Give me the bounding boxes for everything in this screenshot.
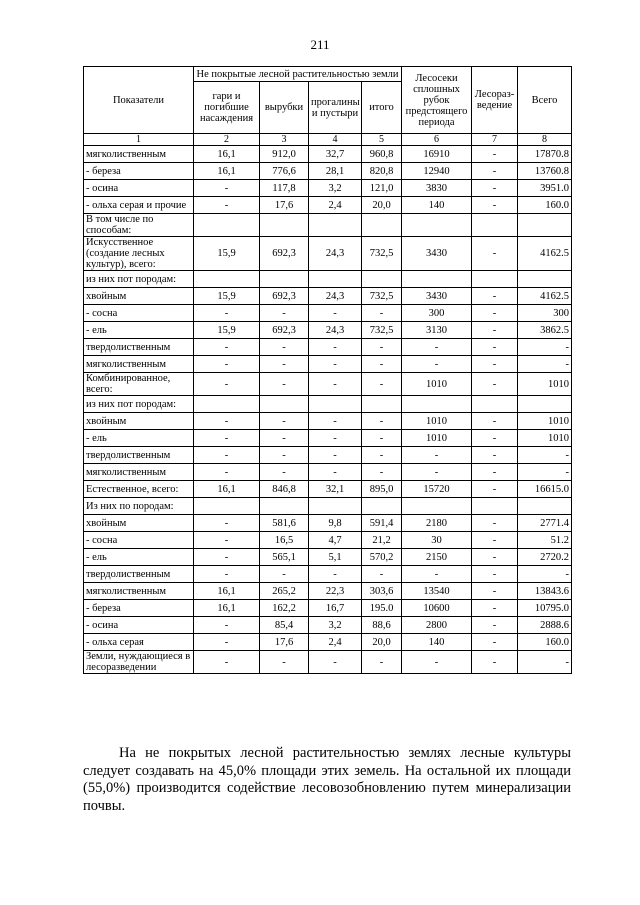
row-value: 581,6	[260, 515, 309, 532]
header-burnt: гари и погибшие насаждения	[194, 82, 260, 134]
row-value: -	[518, 651, 572, 674]
row-value	[518, 396, 572, 413]
row-value	[194, 214, 260, 237]
row-value: -	[518, 447, 572, 464]
row-value: 15720	[402, 481, 472, 498]
row-value: 732,5	[362, 322, 402, 339]
row-value	[194, 498, 260, 515]
row-value: 960,8	[362, 146, 402, 163]
row-label: мягколиственным	[84, 583, 194, 600]
row-value: -	[194, 617, 260, 634]
row-value	[309, 498, 362, 515]
row-value: -	[472, 163, 518, 180]
row-value: 2800	[402, 617, 472, 634]
row-value: -	[472, 464, 518, 481]
row-value: -	[309, 339, 362, 356]
row-value: -	[362, 566, 402, 583]
row-value	[309, 214, 362, 237]
table-row	[84, 322, 572, 339]
header-indicators: Показатели	[84, 67, 194, 134]
row-label: Из них по породам:	[84, 498, 194, 515]
row-value: -	[194, 549, 260, 566]
row-value: -	[472, 180, 518, 197]
row-value: 303,6	[362, 583, 402, 600]
row-value: 140	[402, 197, 472, 214]
row-value: 16,1	[194, 583, 260, 600]
row-value: -	[362, 305, 402, 322]
row-value: -	[194, 447, 260, 464]
row-value: 13760.8	[518, 163, 572, 180]
row-value: -	[362, 464, 402, 481]
row-value: -	[472, 566, 518, 583]
row-value: 3430	[402, 288, 472, 305]
row-value: 85,4	[260, 617, 309, 634]
row-value: 24,3	[309, 237, 362, 271]
row-value: -	[260, 447, 309, 464]
row-value: -	[472, 305, 518, 322]
column-number: 7	[472, 134, 518, 146]
table-row	[84, 197, 572, 214]
row-value: 140	[402, 634, 472, 651]
table-row	[84, 481, 572, 498]
table-row	[84, 356, 572, 373]
row-value: 3130	[402, 322, 472, 339]
row-label: - сосна	[84, 532, 194, 549]
row-value: 265,2	[260, 583, 309, 600]
row-value: -	[260, 339, 309, 356]
row-value: 591,4	[362, 515, 402, 532]
table-row	[84, 163, 572, 180]
row-value	[260, 498, 309, 515]
row-label: - ель	[84, 430, 194, 447]
row-value: 16,7	[309, 600, 362, 617]
row-value: 570,2	[362, 549, 402, 566]
row-value: -	[194, 634, 260, 651]
row-value: 3830	[402, 180, 472, 197]
page-number: 211	[310, 37, 330, 52]
row-value: 20,0	[362, 634, 402, 651]
row-value: -	[260, 413, 309, 430]
row-value: 22,3	[309, 583, 362, 600]
row-value	[260, 396, 309, 413]
row-value	[194, 396, 260, 413]
table-row	[84, 214, 572, 237]
row-value: -	[472, 288, 518, 305]
row-value: 20,0	[362, 197, 402, 214]
row-value: 4162.5	[518, 237, 572, 271]
row-value: 2180	[402, 515, 472, 532]
column-number: 3	[260, 134, 309, 146]
row-value: 24,3	[309, 288, 362, 305]
row-value: -	[472, 373, 518, 396]
row-value	[402, 498, 472, 515]
row-value: 776,6	[260, 163, 309, 180]
row-label: - ольха серая и прочие	[84, 197, 194, 214]
row-value	[362, 271, 402, 288]
row-value: -	[472, 447, 518, 464]
row-value: 565,1	[260, 549, 309, 566]
row-value	[518, 271, 572, 288]
row-label: - осина	[84, 617, 194, 634]
row-value: 1010	[518, 373, 572, 396]
row-label: мягколиственным	[84, 146, 194, 163]
row-value: -	[194, 464, 260, 481]
row-value	[402, 214, 472, 237]
header-cuttings: вырубки	[260, 82, 309, 134]
row-value: 17,6	[260, 634, 309, 651]
row-label: твердолиственным	[84, 447, 194, 464]
table-row	[84, 396, 572, 413]
row-value	[309, 396, 362, 413]
row-label: Естественное, всего:	[84, 481, 194, 498]
row-value: -	[260, 373, 309, 396]
row-value	[260, 271, 309, 288]
row-value: -	[309, 447, 362, 464]
table-row	[84, 600, 572, 617]
row-label: - береза	[84, 163, 194, 180]
row-value: 17870.8	[518, 146, 572, 163]
row-value: -	[472, 617, 518, 634]
row-value: -	[260, 356, 309, 373]
row-value: 1010	[518, 413, 572, 430]
row-value: -	[402, 651, 472, 674]
row-value: 160.0	[518, 197, 572, 214]
table-row	[84, 288, 572, 305]
row-value	[472, 214, 518, 237]
column-number: 1	[84, 134, 194, 146]
row-value: -	[402, 447, 472, 464]
row-label: хвойным	[84, 288, 194, 305]
row-value: 21,2	[362, 532, 402, 549]
row-value: -	[362, 413, 402, 430]
table-row	[84, 271, 572, 288]
row-value: 9,8	[309, 515, 362, 532]
row-label: Искусственное (создание лесных культур), всего:	[84, 237, 194, 271]
row-value: -	[194, 651, 260, 674]
table-row	[84, 305, 572, 322]
row-label: Земли, нуждающиеся в лесоразведении	[84, 651, 194, 674]
row-value: -	[518, 464, 572, 481]
table-row	[84, 430, 572, 447]
row-value: 2771.4	[518, 515, 572, 532]
table-row	[84, 583, 572, 600]
table-row	[84, 651, 572, 674]
row-value: 1010	[518, 430, 572, 447]
row-value: -	[472, 583, 518, 600]
row-value: 15,9	[194, 237, 260, 271]
row-value: -	[362, 447, 402, 464]
row-value: -	[518, 566, 572, 583]
row-value	[362, 396, 402, 413]
row-value: -	[472, 339, 518, 356]
row-value: 2,4	[309, 634, 362, 651]
row-value: 24,3	[309, 322, 362, 339]
header-glades: прогалины и пустыри	[309, 82, 362, 134]
row-label: из них пот породам:	[84, 396, 194, 413]
row-value: 2150	[402, 549, 472, 566]
table-row	[84, 464, 572, 481]
row-value: -	[472, 356, 518, 373]
row-value: 10795.0	[518, 600, 572, 617]
table-row	[84, 532, 572, 549]
row-value: 3,2	[309, 617, 362, 634]
row-value: 895,0	[362, 481, 402, 498]
table-row	[84, 339, 572, 356]
header-clear-cut: Лесосеки сплошных рубок предстоящего периода	[402, 67, 472, 134]
row-value: -	[362, 651, 402, 674]
row-value	[518, 214, 572, 237]
row-value: -	[309, 430, 362, 447]
row-value: 3,2	[309, 180, 362, 197]
table-row	[84, 237, 572, 271]
row-label: мягколиственным	[84, 464, 194, 481]
row-value: -	[309, 566, 362, 583]
row-value: 16,1	[194, 600, 260, 617]
row-value: -	[260, 651, 309, 674]
row-value: 32,1	[309, 481, 362, 498]
row-value: -	[194, 197, 260, 214]
row-value: -	[402, 339, 472, 356]
row-value	[472, 271, 518, 288]
row-value	[402, 396, 472, 413]
row-value: -	[309, 356, 362, 373]
row-label: Комбинированное, всего:	[84, 373, 194, 396]
row-value: 16,1	[194, 146, 260, 163]
row-value: -	[518, 356, 572, 373]
row-label: - ель	[84, 549, 194, 566]
row-value: 117,8	[260, 180, 309, 197]
row-value	[362, 214, 402, 237]
row-value: 300	[518, 305, 572, 322]
row-value	[472, 396, 518, 413]
row-value: -	[402, 356, 472, 373]
row-value: 692,3	[260, 288, 309, 305]
row-value: 15,9	[194, 288, 260, 305]
row-value: 3862.5	[518, 322, 572, 339]
table-row	[84, 634, 572, 651]
row-value: 16,1	[194, 481, 260, 498]
row-value: -	[194, 373, 260, 396]
row-value: -	[472, 532, 518, 549]
row-value: 121,0	[362, 180, 402, 197]
row-value: 28,1	[309, 163, 362, 180]
row-label: - ель	[84, 322, 194, 339]
row-label: твердолиственным	[84, 566, 194, 583]
row-value: -	[472, 634, 518, 651]
row-value: 15,9	[194, 322, 260, 339]
row-value: 1010	[402, 430, 472, 447]
row-value: -	[362, 339, 402, 356]
row-value: 16,1	[194, 163, 260, 180]
row-value: 692,3	[260, 237, 309, 271]
row-label: хвойным	[84, 413, 194, 430]
column-number: 8	[518, 134, 572, 146]
header-group-not-covered: Не покрытые лесной растительностью земли	[194, 67, 402, 82]
row-value: -	[194, 180, 260, 197]
row-value: -	[194, 413, 260, 430]
row-value: -	[260, 464, 309, 481]
row-value: -	[194, 339, 260, 356]
column-number: 4	[309, 134, 362, 146]
row-label: - сосна	[84, 305, 194, 322]
row-value: -	[472, 322, 518, 339]
table-body	[84, 146, 572, 674]
row-value	[518, 498, 572, 515]
row-value: 3430	[402, 237, 472, 271]
row-value: -	[194, 305, 260, 322]
row-value: 10600	[402, 600, 472, 617]
body-paragraph: На не покрытых лесной растительностью землях лесные культуры следует создавать на 45,0% площади этих земель. На остальной их площади (55,0%) производится содействие лесовозобновлению путем минерализации почвы.	[83, 745, 571, 814]
row-value: -	[518, 339, 572, 356]
row-value	[472, 498, 518, 515]
row-label: В том числе по способам:	[84, 214, 194, 237]
row-label: - береза	[84, 600, 194, 617]
row-value: 162,2	[260, 600, 309, 617]
table-row	[84, 498, 572, 515]
row-value: 732,5	[362, 288, 402, 305]
row-value: -	[472, 237, 518, 271]
row-value: -	[309, 464, 362, 481]
row-value: -	[472, 430, 518, 447]
row-value: -	[362, 356, 402, 373]
row-value: 692,3	[260, 322, 309, 339]
row-value: -	[472, 515, 518, 532]
column-number: 5	[362, 134, 402, 146]
row-value: 846,8	[260, 481, 309, 498]
table-row	[84, 146, 572, 163]
row-value: 732,5	[362, 237, 402, 271]
row-value: -	[194, 515, 260, 532]
row-value: 16615.0	[518, 481, 572, 498]
row-value	[194, 271, 260, 288]
row-value: -	[472, 413, 518, 430]
row-value: 30	[402, 532, 472, 549]
row-value: 912,0	[260, 146, 309, 163]
row-value: -	[260, 305, 309, 322]
column-number: 6	[402, 134, 472, 146]
header-total: итого	[362, 82, 402, 134]
table-row	[84, 180, 572, 197]
column-numbers-row	[84, 134, 572, 146]
row-value: -	[472, 481, 518, 498]
table-row	[84, 515, 572, 532]
row-value: 2,4	[309, 197, 362, 214]
row-label: хвойным	[84, 515, 194, 532]
row-value: -	[194, 566, 260, 583]
row-value	[309, 271, 362, 288]
row-value: 16910	[402, 146, 472, 163]
forest-regeneration-table	[83, 66, 572, 674]
row-value: -	[472, 197, 518, 214]
row-value: -	[194, 356, 260, 373]
row-value: -	[260, 430, 309, 447]
row-value: 195.0	[362, 600, 402, 617]
row-value: -	[309, 305, 362, 322]
row-value: 13843.6	[518, 583, 572, 600]
row-value: 2720.2	[518, 549, 572, 566]
table-row	[84, 549, 572, 566]
row-value: 51.2	[518, 532, 572, 549]
row-value	[362, 498, 402, 515]
row-value: 820,8	[362, 163, 402, 180]
row-value: 160.0	[518, 634, 572, 651]
table-row	[84, 566, 572, 583]
row-value: 88,6	[362, 617, 402, 634]
row-value: -	[362, 373, 402, 396]
row-label: из них пот породам:	[84, 271, 194, 288]
header-all: Всего	[518, 67, 572, 134]
row-value: -	[362, 430, 402, 447]
row-value: 1010	[402, 373, 472, 396]
row-value: -	[402, 566, 472, 583]
table-row	[84, 373, 572, 396]
row-value	[402, 271, 472, 288]
row-value: -	[309, 373, 362, 396]
row-value: -	[194, 532, 260, 549]
row-value: 12940	[402, 163, 472, 180]
row-value: 5,1	[309, 549, 362, 566]
row-value: 17,6	[260, 197, 309, 214]
row-label: - осина	[84, 180, 194, 197]
row-value: -	[472, 549, 518, 566]
row-value: 2888.6	[518, 617, 572, 634]
row-value: 32,7	[309, 146, 362, 163]
row-value: -	[309, 413, 362, 430]
row-value: -	[194, 430, 260, 447]
row-value: -	[472, 600, 518, 617]
row-value: 4162.5	[518, 288, 572, 305]
row-value: 1010	[402, 413, 472, 430]
row-value: -	[472, 146, 518, 163]
row-value: 13540	[402, 583, 472, 600]
row-value: -	[309, 651, 362, 674]
row-value	[260, 214, 309, 237]
row-value: -	[402, 464, 472, 481]
column-number: 2	[194, 134, 260, 146]
row-value: 300	[402, 305, 472, 322]
table-row	[84, 413, 572, 430]
table-row	[84, 617, 572, 634]
row-label: - ольха серая	[84, 634, 194, 651]
row-value: -	[472, 651, 518, 674]
row-value: 4,7	[309, 532, 362, 549]
row-value: -	[260, 566, 309, 583]
row-label: твердолиственным	[84, 339, 194, 356]
row-value: 16,5	[260, 532, 309, 549]
table-row	[84, 447, 572, 464]
header-reforestation: Лесораз-ведение	[472, 67, 518, 134]
row-label: мягколиственным	[84, 356, 194, 373]
row-value: 3951.0	[518, 180, 572, 197]
